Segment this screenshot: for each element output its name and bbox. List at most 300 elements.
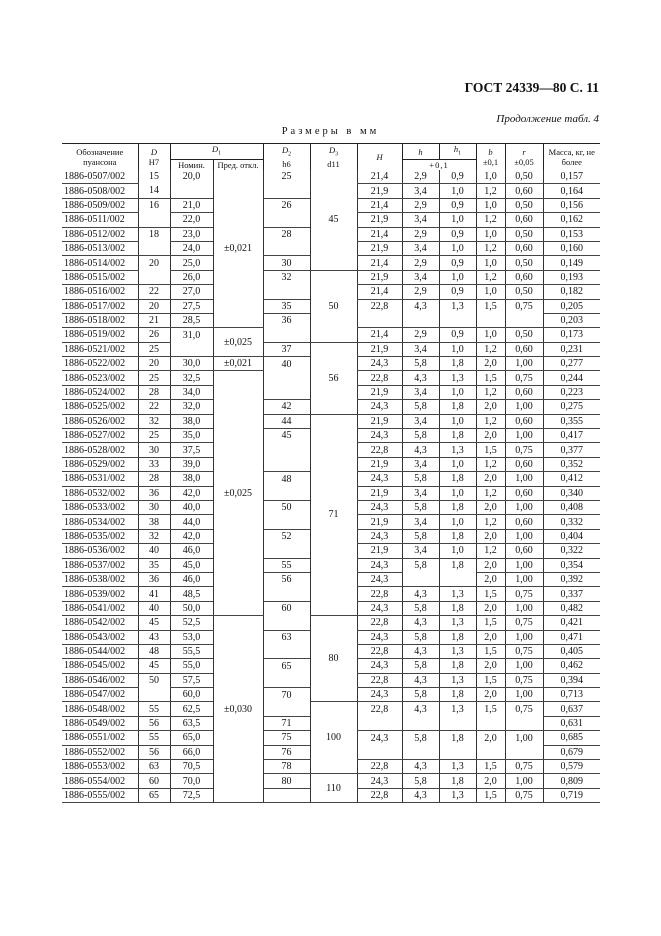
cell-D: [138, 688, 170, 702]
cell-designation: 1886-0524/002: [62, 385, 138, 399]
cell-D: 20: [138, 299, 170, 313]
table-row: [62, 774, 600, 788]
cell-D2: 36: [263, 313, 310, 327]
cell-h: 2,9: [402, 328, 439, 342]
cell-mass: 0,322: [543, 544, 600, 558]
cell-H: 21,9: [357, 184, 402, 198]
cell-H: 21,9: [357, 486, 402, 500]
cell-D3: 71: [310, 414, 357, 615]
cell-h1: 1,0: [439, 241, 476, 255]
cell-mass: 0,205: [543, 299, 600, 313]
cell-designation: 1886-0544/002: [62, 644, 138, 658]
col-D: D H7: [138, 144, 170, 171]
cell-h: 3,4: [402, 270, 439, 284]
cell-h: 4,3: [402, 673, 439, 687]
cell-D: 33: [138, 457, 170, 471]
cell-mass: 0,355: [543, 414, 600, 428]
cell-h1: 1,8: [439, 500, 476, 514]
cell-mass: 0,417: [543, 429, 600, 443]
cell-h: 3,4: [402, 457, 439, 471]
cell-mass: 0,157: [543, 170, 600, 184]
cell-D1-nominal: 27,5: [170, 299, 213, 313]
cell-r: 0,75: [505, 788, 543, 802]
cell-r: 0,50: [505, 198, 543, 212]
cell-h: 4,3: [402, 587, 439, 601]
cell-mass: 0,182: [543, 285, 600, 299]
cell-D: 28: [138, 472, 170, 486]
cell-D2: [263, 385, 310, 399]
cell-designation: 1886-0509/002: [62, 198, 138, 212]
cell-designation: 1886-0538/002: [62, 572, 138, 586]
cell-designation: 1886-0532/002: [62, 486, 138, 500]
cell-designation: 1886-0552/002: [62, 745, 138, 759]
col-b: b ±0,1: [476, 144, 505, 171]
cell-b: 1,0: [476, 285, 505, 299]
cell-D1-nominal: 28,5: [170, 313, 213, 327]
col-D1-deviation: Пред. откл.: [213, 160, 263, 171]
cell-D1-nominal: 48,5: [170, 587, 213, 601]
cell-b: 1,2: [476, 457, 505, 471]
cell-h1: 1,3: [439, 644, 476, 658]
cell-designation: 1886-0555/002: [62, 788, 138, 802]
cell-b: 2,0: [476, 558, 505, 572]
cell-mass: 0,631: [543, 716, 600, 730]
cell-h: 5,8: [402, 688, 439, 702]
cell-designation: 1886-0539/002: [62, 587, 138, 601]
cell-r: 1,00: [505, 630, 543, 644]
cell-D1-nominal: 38,0: [170, 472, 213, 486]
cell-D: [138, 270, 170, 284]
cell-H: 24,3: [357, 630, 402, 644]
col-h-deviation: +0,1: [402, 160, 476, 171]
cell-b: 1,2: [476, 213, 505, 227]
cell-designation: 1886-0528/002: [62, 443, 138, 457]
cell-D2: 45: [263, 429, 310, 443]
cell-h1: 0,9: [439, 256, 476, 270]
cell-b: 1,2: [476, 515, 505, 529]
col-h: h: [402, 144, 439, 160]
cell-D1-nominal: 42,0: [170, 529, 213, 543]
col-H: H: [357, 144, 402, 171]
cell-mass: 0,408: [543, 500, 600, 514]
cell-D1-nominal: 53,0: [170, 630, 213, 644]
cell-h: 5,8: [402, 529, 439, 543]
cell-D2: 55: [263, 558, 310, 572]
cell-h1: 1,0: [439, 544, 476, 558]
cell-b: 1,2: [476, 241, 505, 255]
cell-h: 4,3: [402, 702, 439, 716]
col-h1: $h_1$: [439, 144, 476, 160]
cell-designation: 1886-0537/002: [62, 558, 138, 572]
cell-h1: 0,9: [439, 328, 476, 342]
cell-h: 3,4: [402, 385, 439, 399]
cell-r: 0,75: [505, 760, 543, 774]
cell-H: 21,9: [357, 342, 402, 356]
cell-D: 25: [138, 342, 170, 356]
cell-r: 1,00: [505, 429, 543, 443]
cell-mass: 0,173: [543, 328, 600, 342]
cell-D2: 56: [263, 572, 310, 586]
cell-r: 0,60: [505, 414, 543, 428]
cell-D2: [263, 702, 310, 716]
cell-designation: 1886-0513/002: [62, 241, 138, 255]
cell-mass: 0,809: [543, 774, 600, 788]
cell-designation: 1886-0553/002: [62, 760, 138, 774]
page-header: ГОСТ 24339—80 С. 11: [464, 80, 599, 95]
cell-designation: 1886-0525/002: [62, 400, 138, 414]
cell-H: 24,3: [357, 529, 402, 543]
cell-r: 1,00: [505, 731, 543, 745]
cell-b: 1,0: [476, 227, 505, 241]
cell-h1: 1,0: [439, 213, 476, 227]
cell-mass: 0,275: [543, 400, 600, 414]
cell-designation: 1886-0534/002: [62, 515, 138, 529]
cell-D1-nominal: 45,0: [170, 558, 213, 572]
cell-designation: 1886-0543/002: [62, 630, 138, 644]
cell-D2: 75: [263, 731, 310, 745]
cell-b: 1,2: [476, 270, 505, 284]
cell-h: 3,4: [402, 342, 439, 356]
cell-D1-nominal: 44,0: [170, 515, 213, 529]
cell-D2: [263, 285, 310, 299]
cell-D1-nominal: 60,0: [170, 688, 213, 702]
cell-D: 56: [138, 716, 170, 730]
cell-h1: 1,8: [439, 688, 476, 702]
cell-r: 0,75: [505, 616, 543, 630]
cell-designation: 1886-0507/002: [62, 170, 138, 184]
cell-r: [505, 745, 543, 759]
cell-mass: 0,149: [543, 256, 600, 270]
cell-D1-nominal: 46,0: [170, 544, 213, 558]
cell-mass: 0,377: [543, 443, 600, 457]
cell-D2: 26: [263, 198, 310, 212]
table-row: [62, 270, 600, 284]
cell-b: 2,0: [476, 572, 505, 586]
table-row: [62, 414, 600, 428]
cell-D: 38: [138, 515, 170, 529]
cell-D2: 44: [263, 414, 310, 428]
cell-h1: 1,3: [439, 788, 476, 802]
cell-h: 2,9: [402, 256, 439, 270]
cell-D2: [263, 644, 310, 658]
cell-H: 21,4: [357, 170, 402, 184]
cell-mass: 0,421: [543, 616, 600, 630]
cell-D2: [263, 184, 310, 198]
cell-h1: 1,8: [439, 601, 476, 615]
cell-r: 0,75: [505, 702, 543, 716]
cell-designation: 1886-0512/002: [62, 227, 138, 241]
col-designation: Обозначение пуансона: [62, 144, 138, 171]
cell-mass: 0,193: [543, 270, 600, 284]
cell-D2: 60: [263, 601, 310, 615]
cell-designation: 1886-0523/002: [62, 371, 138, 385]
cell-D: 25: [138, 371, 170, 385]
cell-H: 24,3: [357, 472, 402, 486]
cell-designation: 1886-0531/002: [62, 472, 138, 486]
cell-D: 65: [138, 788, 170, 802]
cell-H: 22,8: [357, 299, 402, 313]
cell-H: 22,8: [357, 371, 402, 385]
cell-D1-nominal: 50,0: [170, 601, 213, 615]
cell-r: 0,60: [505, 385, 543, 399]
cell-b: 2,0: [476, 659, 505, 673]
cell-D2: [263, 213, 310, 227]
cell-D1-nominal: 40,0: [170, 500, 213, 514]
cell-b: 1,5: [476, 644, 505, 658]
cell-D2: 28: [263, 227, 310, 241]
cell-r: 1,00: [505, 688, 543, 702]
cell-D: 14: [138, 184, 170, 198]
cell-h: 5,8: [402, 500, 439, 514]
cell-H: 21,4: [357, 328, 402, 342]
cell-D1-nominal: 25,0: [170, 256, 213, 270]
cell-H: 24,3: [357, 774, 402, 788]
cell-H: 21,9: [357, 515, 402, 529]
cell-mass: 0,164: [543, 184, 600, 198]
cell-D: 26: [138, 328, 170, 342]
cell-H: 22,8: [357, 644, 402, 658]
cell-h: 5,8: [402, 400, 439, 414]
cell-D: 45: [138, 616, 170, 630]
table-row: [62, 170, 600, 184]
cell-D3: 80: [310, 616, 357, 702]
col-D1-nominal: Номин.: [170, 160, 213, 171]
cell-H: [357, 716, 402, 730]
cell-mass: 0,404: [543, 529, 600, 543]
cell-H: 21,9: [357, 414, 402, 428]
cell-h: 2,9: [402, 170, 439, 184]
cell-D1-nominal: [170, 342, 213, 356]
dimensions-caption: Размеры в мм: [281, 126, 380, 137]
cell-h1: 1,0: [439, 457, 476, 471]
cell-designation: 1886-0516/002: [62, 285, 138, 299]
cell-h1: 1,3: [439, 371, 476, 385]
dimensions-table: [62, 143, 600, 803]
cell-H: 22,8: [357, 702, 402, 716]
cell-designation: 1886-0545/002: [62, 659, 138, 673]
cell-D1-nominal: 24,0: [170, 241, 213, 255]
cell-r: 0,50: [505, 170, 543, 184]
cell-D1-nominal: 23,0: [170, 227, 213, 241]
cell-mass: 0,162: [543, 213, 600, 227]
cell-h1: 1,8: [439, 529, 476, 543]
cell-h1: 1,3: [439, 702, 476, 716]
cell-H: 21,4: [357, 285, 402, 299]
cell-h: 3,4: [402, 486, 439, 500]
cell-D: 40: [138, 544, 170, 558]
cell-H: 21,9: [357, 544, 402, 558]
cell-mass: 0,679: [543, 745, 600, 759]
cell-D1-nominal: 39,0: [170, 457, 213, 471]
cell-D2: 78: [263, 760, 310, 774]
cell-D1-nominal: 63,5: [170, 716, 213, 730]
cell-designation: 1886-0554/002: [62, 774, 138, 788]
cell-D: 28: [138, 385, 170, 399]
cell-b: 2,0: [476, 774, 505, 788]
cell-h: 3,4: [402, 184, 439, 198]
cell-D: 45: [138, 659, 170, 673]
cell-r: 0,75: [505, 587, 543, 601]
cell-H: 24,3: [357, 357, 402, 371]
cell-b: 2,0: [476, 731, 505, 745]
cell-h: 2,9: [402, 227, 439, 241]
cell-D1-deviation: ±0,030: [213, 616, 263, 803]
cell-h1: [439, 313, 476, 327]
cell-h: 4,3: [402, 760, 439, 774]
cell-D2: 35: [263, 299, 310, 313]
cell-D1-nominal: 35,0: [170, 429, 213, 443]
cell-mass: 0,277: [543, 357, 600, 371]
cell-h: [402, 313, 439, 327]
cell-b: 2,0: [476, 429, 505, 443]
cell-designation: 1886-0541/002: [62, 601, 138, 615]
cell-mass: 0,156: [543, 198, 600, 212]
cell-D1-deviation: ±0,021: [213, 170, 263, 328]
cell-r: 0,50: [505, 285, 543, 299]
cell-D2: [263, 486, 310, 500]
cell-h1: 1,3: [439, 760, 476, 774]
cell-r: 0,60: [505, 457, 543, 471]
cell-designation: 1886-0551/002: [62, 731, 138, 745]
cell-designation: 1886-0518/002: [62, 313, 138, 327]
cell-D1-nominal: 26,0: [170, 270, 213, 284]
cell-designation: 1886-0546/002: [62, 673, 138, 687]
cell-r: 0,60: [505, 213, 543, 227]
table-row: [62, 702, 600, 716]
cell-D: 32: [138, 529, 170, 543]
cell-D2: 32: [263, 270, 310, 284]
cell-b: [476, 313, 505, 327]
cell-designation: 1886-0548/002: [62, 702, 138, 716]
cell-H: 21,9: [357, 241, 402, 255]
cell-D1-nominal: 34,0: [170, 385, 213, 399]
cell-H: 22,8: [357, 673, 402, 687]
cell-h1: 1,8: [439, 659, 476, 673]
cell-D1-nominal: 57,5: [170, 673, 213, 687]
cell-h1: 1,8: [439, 400, 476, 414]
cell-H: 21,9: [357, 213, 402, 227]
cell-D3: 56: [310, 342, 357, 414]
cell-D: 55: [138, 702, 170, 716]
cell-r: 0,50: [505, 328, 543, 342]
cell-D: 43: [138, 630, 170, 644]
cell-D1-nominal: 55,5: [170, 644, 213, 658]
cell-D2: [263, 616, 310, 630]
cell-D3: 110: [310, 774, 357, 803]
cell-r: 1,00: [505, 659, 543, 673]
cell-designation: 1886-0515/002: [62, 270, 138, 284]
cell-D1-nominal: 32,5: [170, 371, 213, 385]
cell-b: 1,5: [476, 702, 505, 716]
cell-r: 0,75: [505, 299, 543, 313]
cell-h: 3,4: [402, 414, 439, 428]
cell-designation: 1886-0549/002: [62, 716, 138, 730]
cell-b: 1,5: [476, 788, 505, 802]
cell-D: 40: [138, 601, 170, 615]
cell-D2: [263, 443, 310, 457]
cell-designation: 1886-0542/002: [62, 616, 138, 630]
cell-D2: [263, 371, 310, 385]
cell-D1-nominal: 21,0: [170, 198, 213, 212]
cell-h1: 1,0: [439, 385, 476, 399]
cell-h1: 1,3: [439, 673, 476, 687]
cell-r: 0,60: [505, 184, 543, 198]
cell-b: 1,2: [476, 544, 505, 558]
cell-D2: 70: [263, 688, 310, 702]
cell-h: 2,9: [402, 198, 439, 212]
cell-D: 22: [138, 285, 170, 299]
cell-D: 30: [138, 443, 170, 457]
cell-r: 1,00: [505, 472, 543, 486]
cell-r: 0,60: [505, 544, 543, 558]
cell-mass: 0,471: [543, 630, 600, 644]
cell-designation: 1886-0511/002: [62, 213, 138, 227]
cell-h: 5,8: [402, 601, 439, 615]
cell-D2: 76: [263, 745, 310, 759]
cell-H: 24,3: [357, 601, 402, 615]
cell-D1-nominal: 37,5: [170, 443, 213, 457]
cell-H: 22,8: [357, 443, 402, 457]
cell-designation: 1886-0521/002: [62, 342, 138, 356]
cell-b: 1,5: [476, 616, 505, 630]
cell-r: 1,00: [505, 774, 543, 788]
cell-D2: [263, 457, 310, 471]
cell-D1-nominal: 46,0: [170, 572, 213, 586]
cell-r: 0,75: [505, 371, 543, 385]
cell-b: 1,0: [476, 170, 505, 184]
cell-h: 3,4: [402, 544, 439, 558]
cell-r: 1,00: [505, 357, 543, 371]
cell-mass: 0,713: [543, 688, 600, 702]
cell-h1: 1,8: [439, 731, 476, 745]
cell-mass: 0,685: [543, 731, 600, 745]
cell-b: 1,5: [476, 299, 505, 313]
cell-D1-nominal: 20,0: [170, 170, 213, 184]
cell-H: 21,9: [357, 457, 402, 471]
cell-mass: 0,160: [543, 241, 600, 255]
cell-H: 24,3: [357, 558, 402, 572]
col-r: r ±0,05: [505, 144, 543, 171]
cell-h: 4,3: [402, 788, 439, 802]
cell-h1: 1,3: [439, 616, 476, 630]
cell-h: 5,8: [402, 357, 439, 371]
cell-h: 5,8: [402, 659, 439, 673]
cell-h1: 1,8: [439, 774, 476, 788]
cell-H: 21,4: [357, 198, 402, 212]
cell-mass: 0,637: [543, 702, 600, 716]
cell-D1-nominal: 65,0: [170, 731, 213, 745]
cell-D2: 25: [263, 170, 310, 184]
cell-b: 1,5: [476, 673, 505, 687]
cell-designation: 1886-0529/002: [62, 457, 138, 471]
cell-r: [505, 313, 543, 327]
cell-D: 22: [138, 400, 170, 414]
cell-D2: 30: [263, 256, 310, 270]
cell-b: 1,5: [476, 371, 505, 385]
cell-r: 0,75: [505, 443, 543, 457]
cell-designation: 1886-0522/002: [62, 357, 138, 371]
cell-h1: 0,9: [439, 285, 476, 299]
cell-b: 2,0: [476, 400, 505, 414]
cell-h1: 1,0: [439, 270, 476, 284]
cell-b: 1,2: [476, 414, 505, 428]
cell-b: 1,2: [476, 342, 505, 356]
cell-h: [402, 572, 439, 586]
cell-H: 21,4: [357, 227, 402, 241]
cell-b: 2,0: [476, 500, 505, 514]
cell-H: [357, 313, 402, 327]
cell-H: 24,3: [357, 572, 402, 586]
